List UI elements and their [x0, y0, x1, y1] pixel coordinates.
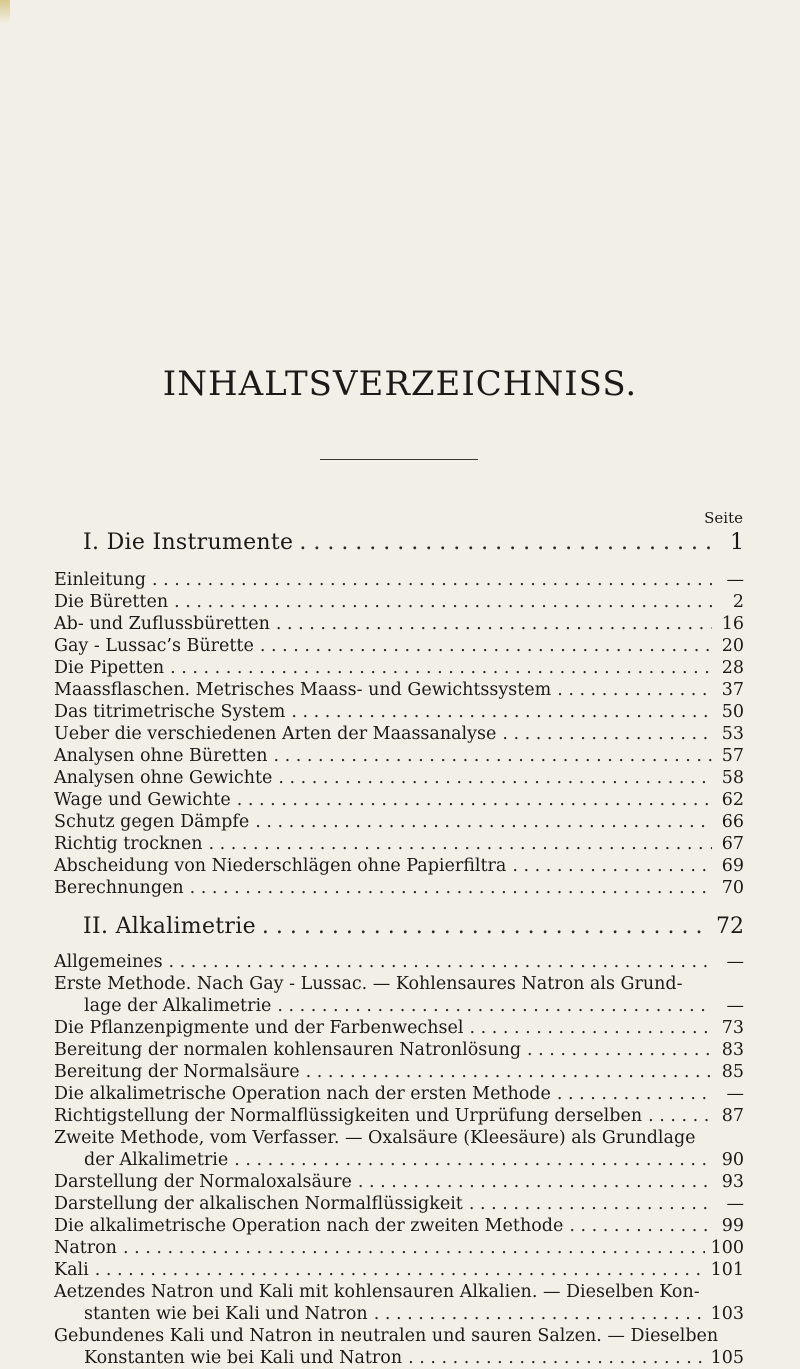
toc-entry-label: Erste Methode. Nach Gay - Lussac. — Kohlensaures Natron als Grund-: [54, 974, 683, 994]
toc-entry: [54, 1039, 744, 1061]
dot-leader: [557, 679, 712, 701]
toc-entry-label: Berechnungen: [54, 878, 184, 898]
dot-leader: [237, 789, 712, 811]
toc-entry-label: Ueber die verschiedenen Arten der Maassanalyse: [54, 724, 497, 744]
toc-entry-page: 93: [721, 1172, 744, 1192]
dot-leader: [306, 1061, 712, 1083]
toc-entry-label-continued: der Alkalimetrie: [84, 1150, 229, 1170]
toc-entry: [54, 657, 744, 679]
toc-entry: [54, 1171, 744, 1193]
dot-leader: [169, 951, 712, 973]
toc-entry-label: Aetzendes Natron und Kali mit kohlensauren Alkalien. — Dieselben Kon-: [54, 1282, 700, 1302]
toc-entry-label: Bereitung der Normalsäure: [54, 1062, 300, 1082]
toc-entry-label: Zweite Methode, vom Verfasser. — Oxalsäure (Kleesäure) als Grundlage: [54, 1128, 696, 1148]
toc-entry-page: 103: [710, 1304, 744, 1324]
toc-entry-label: Die alkalimetrische Operation nach der ersten Methode: [54, 1084, 551, 1104]
toc-entry-page: 99: [721, 1216, 744, 1236]
toc-entry: [54, 591, 744, 613]
toc-entry-label-continued: lage der Alkalimetrie: [84, 996, 272, 1016]
toc-entry-page: 57: [721, 746, 744, 766]
dot-leader: [278, 767, 712, 789]
toc-entry-page: 83: [721, 1040, 744, 1060]
column-header-seite: Seite: [704, 509, 743, 527]
section-spacer: [54, 941, 744, 951]
toc-entry-page: 28: [721, 658, 744, 678]
toc-entry-label: Gebundenes Kali und Natron in neutralen und sauren Salzen. — Dieselben: [54, 1326, 719, 1346]
toc-entry: [54, 951, 744, 973]
dot-leader: [234, 1149, 712, 1171]
dot-leader: [174, 591, 712, 613]
dot-leader: [152, 569, 712, 591]
dot-leader: [208, 833, 712, 855]
toc-entry-page: 101: [710, 1260, 744, 1280]
toc-entry: [54, 1281, 744, 1325]
toc-entry-page: —: [726, 952, 744, 972]
toc-entry-page: 67: [721, 834, 744, 854]
toc-entry-page: 100: [710, 1238, 744, 1258]
toc-entry-page: 20: [721, 636, 744, 656]
toc-entry-label: Die alkalimetrische Operation nach der zweiten Methode: [54, 1216, 564, 1236]
toc-entry: [54, 877, 744, 899]
toc-entry-page: 66: [721, 812, 744, 832]
dot-leader: [502, 723, 712, 745]
dot-leader: [274, 745, 712, 767]
toc-entry-page: 70: [721, 878, 744, 898]
toc-entry: [54, 1193, 744, 1215]
dot-leader: [469, 1017, 712, 1039]
dot-leader: [527, 1039, 712, 1061]
toc-entry-page: 58: [721, 768, 744, 788]
toc-entry-label-continued: Konstanten wie bei Kali und Natron: [84, 1348, 403, 1368]
toc-entry: [54, 569, 744, 591]
dot-leader: [408, 1347, 705, 1369]
dot-leader: [648, 1105, 712, 1127]
dot-leader: [262, 913, 710, 941]
toc-entry-label-continued: stanten wie bei Kali und Natron: [84, 1304, 368, 1324]
toc-entry-page: 50: [721, 702, 744, 722]
toc-entry-label: Ab- und Zuflussbüretten: [54, 614, 270, 634]
toc-entry-page: 85: [721, 1062, 744, 1082]
dot-leader: [358, 1171, 712, 1193]
toc-entry: [54, 833, 744, 855]
title-rule: [320, 459, 478, 460]
dot-leader: [557, 1083, 712, 1105]
toc-entry: [54, 745, 744, 767]
toc-entry-label: Darstellung der Normaloxalsäure: [54, 1172, 352, 1192]
toc-entry: [54, 635, 744, 657]
page-title: INHALTSVERZEICHNISS.: [162, 364, 638, 404]
toc-entry-label: Natron: [54, 1238, 117, 1258]
toc-entry-label: Die Pflanzenpigmente und der Farbenwechsel: [54, 1018, 464, 1038]
toc-entry-page: 105: [710, 1348, 744, 1368]
toc-entry-label: Abscheidung von Niederschlägen ohne Papierfiltra: [54, 856, 507, 876]
toc-entry: [54, 1127, 744, 1171]
toc-entry-page: 90: [721, 1150, 744, 1170]
toc-entry-page: 2: [732, 592, 744, 612]
toc-entry-label: Wage und Gewichte: [54, 790, 231, 810]
section-page-number: 1: [730, 530, 744, 555]
toc-entry-label: Die Pipetten: [54, 658, 165, 678]
toc-entry: [54, 679, 744, 701]
section-spacer: [54, 557, 744, 569]
toc-entry-page: 87: [721, 1106, 744, 1126]
toc-entry-label: Allgemeines: [54, 952, 163, 972]
dot-leader: [569, 1215, 712, 1237]
toc-entry: [54, 1325, 744, 1369]
toc-entry-label: Kali: [54, 1260, 89, 1280]
dot-leader: [170, 657, 712, 679]
toc-entry-page: 73: [721, 1018, 744, 1038]
section-heading: [54, 529, 744, 557]
toc-entry: [54, 1215, 744, 1237]
dot-leader: [123, 1237, 705, 1259]
toc-entry-label: Maassflaschen. Metrisches Maass- und Gewichtssystem: [54, 680, 552, 700]
dot-leader: [190, 877, 712, 899]
toc-entry: [54, 789, 744, 811]
toc-entry-page: 69: [721, 856, 744, 876]
toc-entry-label: Analysen ohne Gewichte: [54, 768, 273, 788]
dot-leader: [260, 635, 712, 657]
toc-entry: [54, 973, 744, 1017]
toc-entry-page: —: [726, 996, 744, 1016]
dot-leader: [469, 1193, 712, 1215]
dot-leader: [276, 613, 712, 635]
toc-entry-label: Bereitung der normalen kohlensauren Natronlösung: [54, 1040, 522, 1060]
toc-entry: [54, 1105, 744, 1127]
dot-leader: [277, 995, 712, 1017]
toc-entry-page: 62: [721, 790, 744, 810]
toc-entry-label: Analysen ohne Büretten: [54, 746, 268, 766]
toc-entry-label: Das titrimetrische System: [54, 702, 286, 722]
toc-entry: [54, 855, 744, 877]
dot-leader: [255, 811, 712, 833]
dot-leader: [299, 529, 712, 557]
toc-entry-label: Einleitung: [54, 570, 146, 590]
toc-entry-page: 37: [721, 680, 744, 700]
page-stain: [0, 0, 10, 24]
toc-entry: [54, 1237, 744, 1259]
toc-entry-label: Darstellung der alkalischen Normalflüssigkeit: [54, 1194, 463, 1214]
toc-entry: [54, 701, 744, 723]
dot-leader: [291, 701, 712, 723]
toc-entry-page: 16: [721, 614, 744, 634]
toc-entry: [54, 1083, 744, 1105]
toc-entry: [54, 613, 744, 635]
toc-entry: [54, 1061, 744, 1083]
dot-leader: [95, 1259, 705, 1281]
toc-entry-page: —: [726, 1084, 744, 1104]
toc-entry-label: Schutz gegen Dämpfe: [54, 812, 250, 832]
section-page-number: 72: [716, 914, 744, 939]
toc-entry: [54, 1017, 744, 1039]
toc-entry-label: Richtig trocknen: [54, 834, 203, 854]
table-of-contents: [54, 529, 744, 1369]
section-heading: [54, 913, 744, 941]
dot-leader: [374, 1303, 705, 1325]
toc-entry-label: Richtigstellung der Normalflüssigkeiten und Urprüfung derselben: [54, 1106, 643, 1126]
toc-entry: [54, 723, 744, 745]
section-heading-label: I. Die Instrumente: [83, 530, 294, 555]
toc-entry-page: 53: [721, 724, 744, 744]
section-heading-label: II. Alkalimetrie: [83, 914, 256, 939]
toc-entry-page: —: [726, 570, 744, 590]
toc-entry-page: —: [726, 1194, 744, 1214]
dot-leader: [512, 855, 712, 877]
toc-entry: [54, 767, 744, 789]
toc-entry-label: Die Büretten: [54, 592, 169, 612]
toc-entry-label: Gay - Lussac’s Bürette: [54, 636, 254, 656]
toc-entry: [54, 811, 744, 833]
toc-entry: [54, 1259, 744, 1281]
